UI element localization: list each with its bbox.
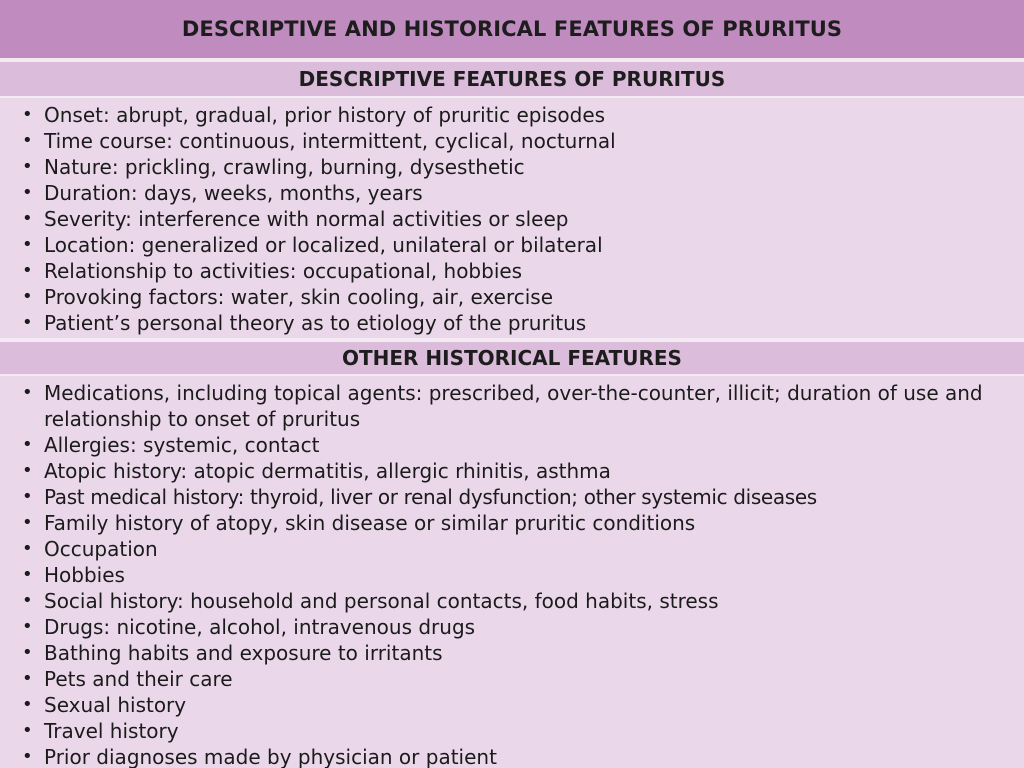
bullet-icon: • xyxy=(22,668,33,689)
list-item xyxy=(0,102,1024,128)
section-header-descriptive xyxy=(0,62,1024,98)
list-item-text: Severity: interference with normal activities or sleep xyxy=(44,207,569,231)
list-item xyxy=(0,284,1024,310)
list-item xyxy=(0,510,1024,536)
list-item xyxy=(0,562,1024,588)
list-item-text: Sexual history xyxy=(44,693,187,717)
list-item xyxy=(0,432,1024,458)
list-item xyxy=(0,666,1024,692)
bullet-icon: • xyxy=(22,460,33,481)
bullet-icon: • xyxy=(22,234,33,255)
section-header-other-historical xyxy=(0,338,1024,376)
bullet-icon: • xyxy=(22,564,33,585)
bullet-icon: • xyxy=(22,182,33,203)
bullet-icon: • xyxy=(22,512,33,533)
list-item xyxy=(0,588,1024,614)
section-heading: OTHER HISTORICAL FEATURES xyxy=(342,346,682,370)
bullet-icon: • xyxy=(22,616,33,637)
list-item-text: Pets and their care xyxy=(44,667,233,691)
bullet-icon: • xyxy=(22,694,33,715)
list-item xyxy=(0,206,1024,232)
bullet-icon: • xyxy=(22,260,33,281)
list-item-text: Bathing habits and exposure to irritants xyxy=(44,641,443,665)
list-item-text: Nature: prickling, crawling, burning, dysesthetic xyxy=(44,155,525,179)
list-item-text: Occupation xyxy=(44,537,158,561)
list-item-text: Travel history xyxy=(44,719,179,743)
list-item-text: Prior diagnoses made by physician or patient xyxy=(44,745,497,768)
list-item-text: Atopic history: atopic dermatitis, allergic rhinitis, asthma xyxy=(44,459,611,483)
descriptive-features-list xyxy=(0,98,1024,338)
bullet-icon: • xyxy=(22,382,33,403)
bullet-icon: • xyxy=(22,720,33,741)
bullet-icon: • xyxy=(22,208,33,229)
bullet-icon: • xyxy=(22,434,33,455)
bullet-icon: • xyxy=(22,746,33,767)
list-item xyxy=(0,154,1024,180)
list-item xyxy=(0,258,1024,284)
list-item-text: Duration: days, weeks, months, years xyxy=(44,181,423,205)
list-item-text: Onset: abrupt, gradual, prior history of pruritic episodes xyxy=(44,103,606,127)
bullet-icon: • xyxy=(22,156,33,177)
list-item-text: Relationship to activities: occupational, hobbies xyxy=(44,259,523,283)
list-item xyxy=(0,458,1024,484)
list-item xyxy=(0,232,1024,258)
list-item xyxy=(0,484,1024,510)
list-item xyxy=(0,310,1024,336)
list-item xyxy=(0,536,1024,562)
list-item-text: Medications, including topical agents: prescribed, over-the-counter, illicit; duration of use and relationship to onset of pruritus xyxy=(44,381,983,431)
document-title: DESCRIPTIVE AND HISTORICAL FEATURES OF PRURITUS xyxy=(181,17,843,41)
section-heading: DESCRIPTIVE FEATURES OF PRURITUS xyxy=(298,67,726,91)
bullet-icon: • xyxy=(22,130,33,151)
list-item-text: Past medical history: thyroid, liver or renal dysfunction; other systemic diseases xyxy=(44,485,817,509)
list-item-text: Patient’s personal theory as to etiology of the pruritus xyxy=(44,311,587,335)
list-item xyxy=(0,180,1024,206)
list-item-text: Location: generalized or localized, unilateral or bilateral xyxy=(44,233,603,257)
bullet-icon: • xyxy=(22,642,33,663)
bullet-icon: • xyxy=(22,312,33,333)
list-item xyxy=(0,718,1024,744)
list-item-text: Hobbies xyxy=(44,563,125,587)
list-item xyxy=(0,614,1024,640)
bullet-icon: • xyxy=(22,590,33,611)
bullet-icon: • xyxy=(22,486,33,507)
list-item-text: Family history of atopy, skin disease or similar pruritic conditions xyxy=(44,511,696,535)
list-item xyxy=(0,692,1024,718)
other-historical-features-list xyxy=(0,376,1024,768)
list-item xyxy=(0,640,1024,666)
list-item-text: Drugs: nicotine, alcohol, intravenous drugs xyxy=(44,615,476,639)
list-item-text: Allergies: systemic, contact xyxy=(44,433,320,457)
list-item-text: Provoking factors: water, skin cooling, air, exercise xyxy=(44,285,554,309)
bullet-icon: • xyxy=(22,538,33,559)
bullet-icon: • xyxy=(22,286,33,307)
title-bar xyxy=(0,0,1024,62)
list-item-text: Time course: continuous, intermittent, cyclical, nocturnal xyxy=(44,129,616,153)
list-item xyxy=(0,128,1024,154)
list-item-text: Social history: household and personal contacts, food habits, stress xyxy=(44,589,719,613)
bullet-icon: • xyxy=(22,104,33,125)
list-item xyxy=(0,380,1024,432)
list-item xyxy=(0,744,1024,768)
